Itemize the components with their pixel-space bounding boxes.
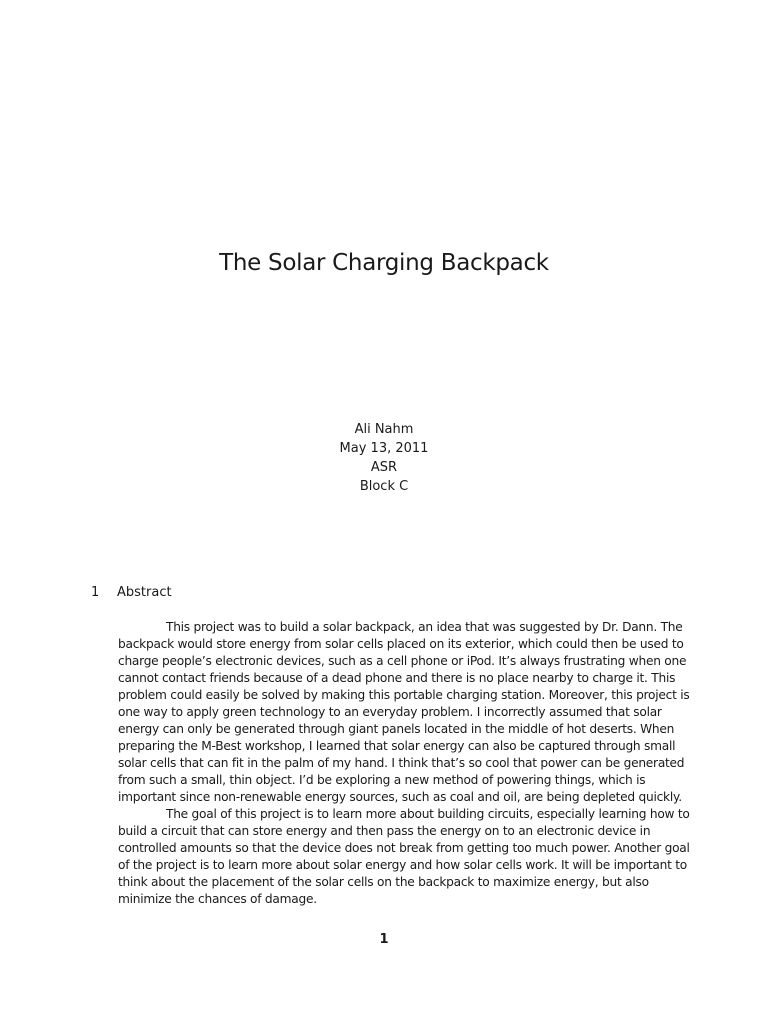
paragraph: This project was to build a solar backpack, an idea that was suggested by Dr. Dann. The backpack would store energy from solar cells placed on its exterior, which could then be used to charge people’s electronic devices, such as a cell phone or iPod. It’s always frustrating when one cannot contact friends because of a dead phone and there is no place nearby to charge it. This problem could easily be solved by making this portable charging station. Moreover, this project is one way to apply green technology to an everyday problem. I incorrectly assumed that solar energy can only be generated through giant panels located in the middle of hot deserts. When preparing the M-Best workshop, I learned that solar energy can also be captured through small solar cells that can fit in the palm of my hand. I think that’s so cool that power can be generated from such a small, thin object. I’d be exploring a new method of powering things, which is important since non-renewable energy sources, such as coal and oil, are being depleted quickly. — [118, 620, 690, 804]
document-date: May 13, 2011 — [339, 441, 429, 456]
section-number: 1 — [91, 585, 100, 600]
paragraph: The goal of this project is to learn more about building circuits, especially learning how to build a circuit that can store energy and then pass the energy on to an electronic device in controlled amounts so that the device does not break from getting too much power. Another goal of the project is to learn more about solar energy and how solar cells work. It will be important to think about the placement of the solar cells on the backpack to maximize energy, but also minimize the chances of damage. — [118, 807, 690, 906]
page-number: 1 — [379, 932, 389, 947]
author-block — [0, 420, 768, 496]
course-name: ASR — [370, 460, 398, 475]
document-title: The Solar Charging Backpack — [219, 250, 549, 276]
author-name: Ali Nahm — [354, 422, 414, 437]
section-title: Abstract — [117, 585, 172, 600]
abstract-body — [118, 619, 690, 908]
class-block: Block C — [359, 479, 409, 494]
section-heading — [91, 583, 172, 602]
